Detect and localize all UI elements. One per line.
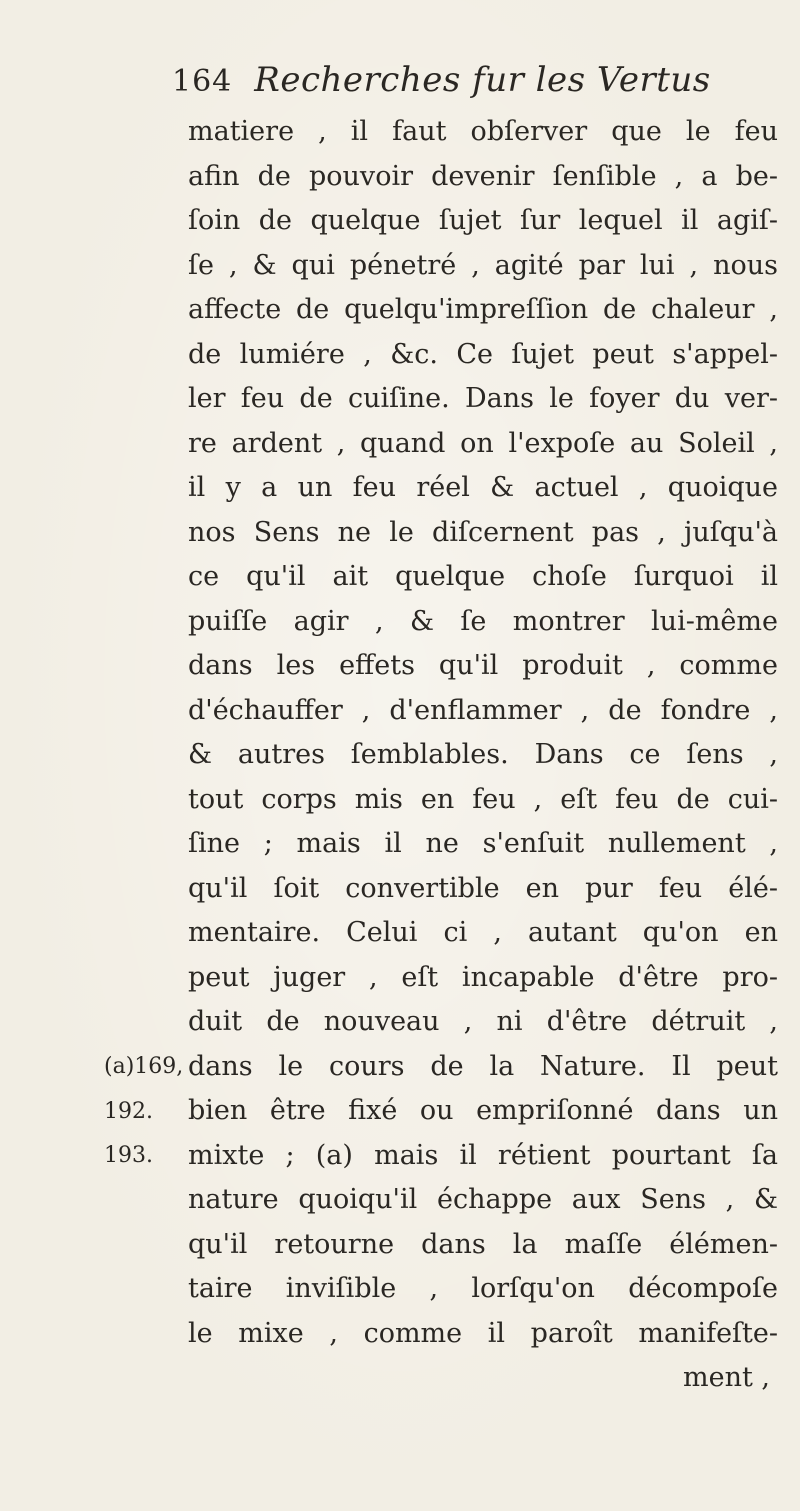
text-line: ſine ; mais il ne s'enſuit nullement , [188,828,778,859]
text-line: ſoin de quelque ſujet ſur lequel il agiſ- [188,205,778,236]
margin-note: 193. [104,1143,153,1168]
text-line: qu'il ſoit convertible en pur feu élé- [188,872,778,904]
body-text [188,110,778,1401]
text-line: qu'il retourne dans la maſſe élémen- [188,1228,778,1260]
text-line: afin de pouvoir devenir ſenſible , a be- [188,160,778,192]
text-line: dans les effets qu'il produit , comme [188,650,778,681]
text-line: ler feu de cuiſine. Dans le foyer du ver- [188,383,778,414]
text-line: tout corps mis en feu , eſt feu de cui- [188,783,778,815]
text-line: duit de nouveau , ni d'être détruit , [188,1006,778,1037]
text-line: d'échauffer , d'enflammer , de fondre , [188,694,778,726]
text-line: peut juger , eſt incapable d'être pro- [188,961,778,993]
text-line: mentaire. Celui ci , autant qu'on en [188,917,778,948]
text-line: re ardent , quand on l'expoſe au Soleil , [188,427,778,459]
text-line: ment , [683,1362,770,1393]
text-line: dans le cours de la Nature. Il peut [188,1050,778,1082]
margin-note: (a)169, [104,1054,184,1079]
text-line: nos Sens ne le diſcernent pas , juſqu'à [188,516,778,548]
text-line: matiere , il faut obſerver que le feu [188,116,778,147]
text-line: il y a un feu réel & actuel , quoique [188,472,778,503]
text-line: le mixe , comme il paroît manifeſte- [188,1317,778,1349]
text-line: nature quoiqu'il échappe aux Sens , & [188,1184,778,1215]
page-number: 164 [172,64,233,99]
text-line: affecte de quelqu'impreſſion de chaleur , [188,294,778,325]
running-head [172,60,711,116]
margin-notes [104,1045,194,1179]
text-line: de lumiére , &c. Ce ſujet peut s'appel- [188,338,778,370]
text-line: ſe , & qui pénetré , agité par lui , nous [188,249,778,281]
text-line: ce qu'il ait quelque choſe ſurquoi il [188,561,778,592]
margin-note: 192. [104,1098,153,1124]
text-line: & autres ſemblables. Dans ce ſens , [188,739,778,770]
text-line: puiſſe agir , & ſe montrer lui-même [188,605,778,637]
text-line: mixte ; (a) mais il rétient pourtant ſa [188,1139,778,1171]
text-line: bien être fixé ou empriſonné dans un [188,1095,778,1126]
running-head-title: Recherches fur les Vertus [254,60,711,100]
text-line: taire inviſible , lorſqu'on décompoſe [188,1273,778,1304]
